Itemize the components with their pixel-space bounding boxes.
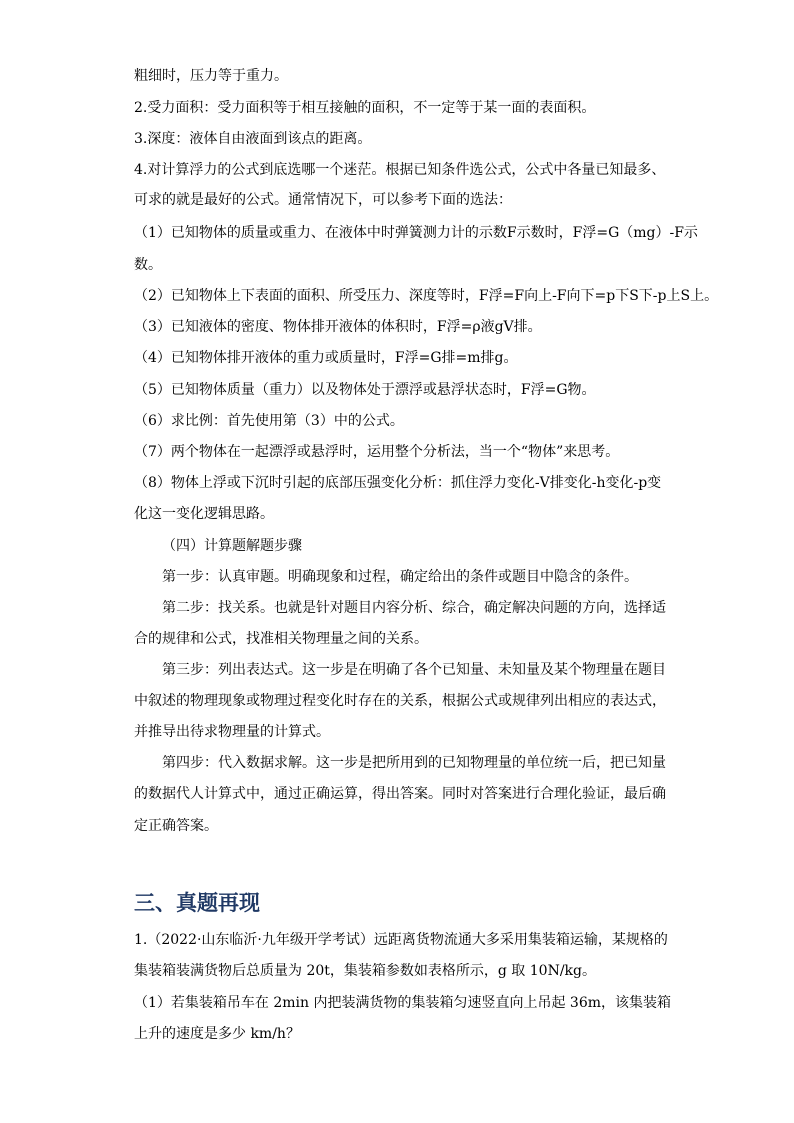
text-line: （1）已知物体的质量或重力、在液体中时弹簧测力计的示数F示数时，F浮=G（mg）-F示: [134, 225, 698, 241]
text-line: 第一步：认真审题。明确现象和过程，确定给出的条件或题目中隐含的条件。: [162, 569, 638, 585]
text-line: 3.深度：液体自由液面到该点的距离。: [134, 131, 372, 147]
text-line: 可求的就是最好的公式。通常情况下，可以参考下面的选法：: [134, 192, 512, 208]
text-line: （2）已知物体上下表面的面积、所受压力、深度等时，F浮=F向上-F向下=p下S下-p上S上。: [134, 288, 719, 304]
text-line: 第三步：列出表达式。这一步是在明确了各个已知量、未知量及某个物理量在题目: [162, 662, 666, 678]
text-line: 2.受力面积：受力面积等于相互接触的面积，不一定等于某一面的表面积。: [134, 100, 596, 116]
text-line: 定正确答案。: [134, 818, 218, 834]
section-heading: 三、真题再现: [134, 891, 260, 915]
text-line: 化这一变化逻辑思路。: [134, 506, 274, 522]
question-text: 集装箱装满货物后总质量为 20t，集装箱参数如表格所示，g 取 10N/kg。: [134, 963, 596, 979]
text-line: 第四步：代入数据求解。这一步是把所用到的已知物理量的单位统一后，把已知量: [162, 755, 666, 771]
text-line: 数。: [134, 257, 162, 273]
text-line: 4.对计算浮力的公式到底选哪一个迷茫。根据已知条件选公式，公式中各量已知最多、: [134, 162, 666, 178]
text-line: （6）求比例：首先使用第（3）中的公式。: [134, 413, 404, 429]
text-line: 粗细时，压力等于重力。: [134, 68, 288, 84]
subheading: （四）计算题解题步骤: [162, 538, 302, 554]
text-line: （7）两个物体在一起漂浮或悬浮时，运用整个分析法，当一个“物体”来思考。: [134, 444, 620, 460]
question-text: （1）若集装箱吊车在 2min 内把装满货物的集装箱匀速竖直向上吊起 36m，该集装箱: [134, 995, 672, 1011]
text-line: （8）物体上浮或下沉时引起的底部压强变化分析：抓住浮力变化-V排变化-h变化-p变: [134, 475, 662, 491]
text-line: （3）已知液体的密度、物体排开液体的体积时，F浮=ρ液gV排。: [134, 319, 542, 335]
text-line: 中叙述的物理现象或物理过程变化时存在的关系，根据公式或规律列出相应的表达式，: [134, 693, 666, 709]
text-line: （4）已知物体排开液体的重力或质量时，F浮=G排=m排g。: [134, 350, 518, 366]
text-line: 的数据代人计算式中，通过正确运算，得出答案。同时对答案进行合理化验证，最后确: [134, 786, 666, 802]
text-line: 合的规律和公式，找准相关物理量之间的关系。: [134, 631, 428, 647]
question-text: 1.（2022·山东临沂·九年级开学考试）远距离货物流通大多采用集装箱运输，某规格的: [134, 932, 668, 948]
text-line: 并推导出待求物理量的计算式。: [134, 724, 330, 740]
text-line: 第二步：找关系。也就是针对题目内容分析、综合，确定解决问题的方向，选择适: [162, 600, 666, 616]
question-text: 上升的速度是多少 km/h？: [134, 1026, 300, 1042]
text-line: （5）已知物体质量（重力）以及物体处于漂浮或悬浮状态时，F浮=G物。: [134, 382, 596, 398]
